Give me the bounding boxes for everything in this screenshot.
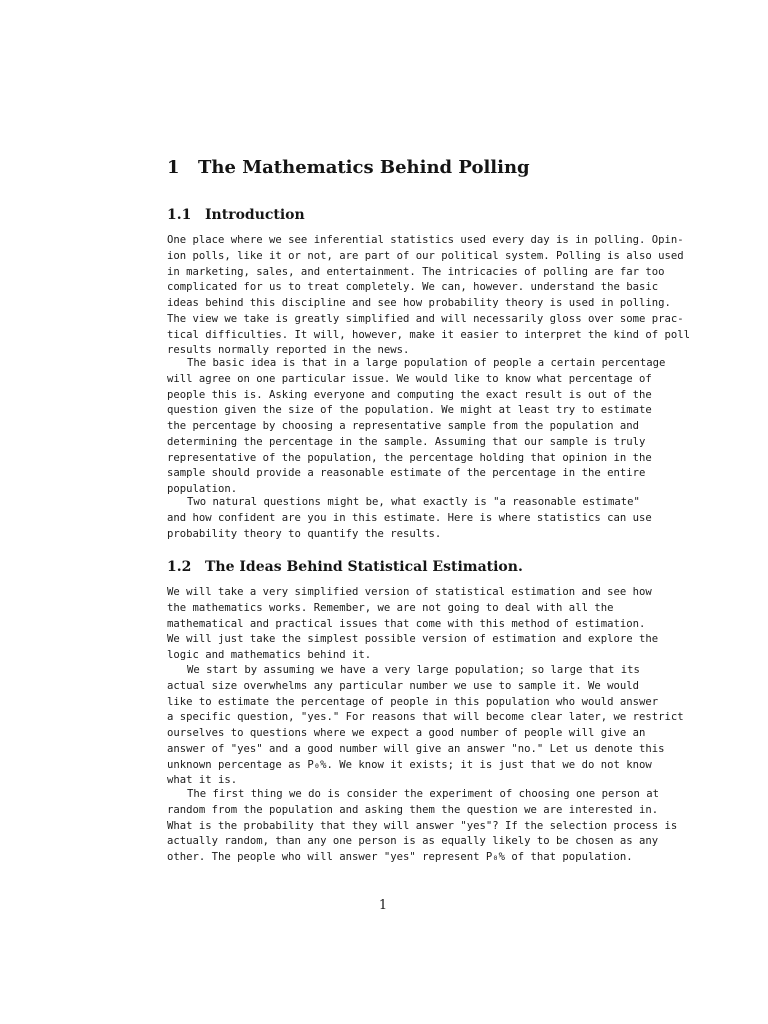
text-line: probability theory to quantify the results. bbox=[167, 527, 442, 540]
paragraph-estimation-1 bbox=[167, 585, 659, 664]
text-line: results normally reported in the news. bbox=[167, 344, 410, 357]
text-line: and how confident are you in this estimate. Here is where statistics can use bbox=[167, 511, 652, 524]
text-line: ourselves to questions where we expect a good number of people will give an bbox=[167, 727, 646, 739]
text-line: representative of the population, the percentage holding that opinion in the bbox=[167, 451, 652, 464]
text-line: Two natural questions might be, what exactly is "a reasonable estimate" bbox=[187, 496, 640, 508]
text-line: will agree on one particular issue. We would like to know what percentage of bbox=[167, 372, 652, 385]
text-line: a specific question, "yes." For reasons that will become clear later, we restrict bbox=[167, 711, 684, 724]
text-line: the percentage by choosing a representative sample from the population and bbox=[167, 420, 639, 432]
paragraph-estimation-2 bbox=[167, 663, 684, 789]
text-line: other. The people who will answer "yes" represent P₀% of that population. bbox=[167, 851, 633, 863]
subsection-heading-estimation bbox=[167, 557, 523, 577]
text-line: sample should provide a reasonable estimate of the percentage in the entire bbox=[167, 467, 646, 480]
text-line: mathematical and practical issues that come with this method of estimation. bbox=[167, 617, 646, 630]
text-line: random from the population and asking them the question we are interested in. bbox=[167, 803, 659, 816]
text-line: One place where we see inferential statistics used every day is in polling. Opin- bbox=[167, 234, 684, 246]
section-title: The Mathematics Behind Polling bbox=[198, 157, 530, 178]
text-line: determining the percentage in the sample. Assuming that our sample is truly bbox=[167, 435, 646, 448]
text-line: actual size overwhelms any particular number we use to sample it. We would bbox=[167, 679, 639, 692]
paragraph-intro-3 bbox=[167, 495, 652, 542]
text-line: logic and mathematics behind it. bbox=[167, 649, 372, 661]
subsection-number: 1.1 bbox=[167, 207, 192, 223]
text-line: actually random, than any one person is as equally likely to be chosen as any bbox=[167, 835, 659, 848]
page-number: 1 bbox=[378, 898, 388, 913]
text-line: ion polls, like it or not, are part of our political system. Polling is also used bbox=[167, 249, 684, 262]
subsection-title: The Ideas Behind Statistical Estimation. bbox=[205, 559, 523, 575]
text-line: The first thing we do is consider the experiment of choosing one person at bbox=[187, 788, 659, 800]
text-line: We will take a very simplified version of statistical estimation and see how bbox=[167, 586, 652, 598]
subsection-heading-introduction bbox=[167, 205, 305, 225]
paragraph-intro-1 bbox=[167, 233, 690, 359]
text-line: What is the probability that they will answer "yes"? If the selection process is bbox=[167, 819, 678, 832]
paragraph-estimation-3 bbox=[167, 787, 678, 866]
paragraph-intro-2 bbox=[167, 356, 666, 498]
text-line: people this is. Asking everyone and computing the exact result is out of the bbox=[167, 388, 652, 401]
text-line: population. bbox=[167, 483, 238, 495]
text-line: what it is. bbox=[167, 774, 238, 787]
text-line: We will just take the simplest possible version of estimation and explore the bbox=[167, 633, 659, 646]
text-line: tical difficulties. It will, however, make it easier to interpret the kind of poll bbox=[167, 328, 690, 341]
text-line: the mathematics works. Remember, we are not going to deal with all the bbox=[167, 601, 614, 614]
text-line: ideas behind this discipline and see how probability theory is used in polling. bbox=[167, 297, 671, 309]
subsection-number: 1.2 bbox=[167, 559, 192, 575]
text-line: We start by assuming we have a very large population; so large that its bbox=[187, 664, 640, 676]
subsection-title: Introduction bbox=[205, 207, 305, 223]
section-number: 1 bbox=[167, 157, 180, 178]
text-line: unknown percentage as P₀%. We know it exists; it is just that we do not know bbox=[167, 758, 652, 771]
text-line: like to estimate the percentage of people in this population who would answer bbox=[167, 695, 659, 708]
text-line: question given the size of the population. We might at least try to estimate bbox=[167, 404, 652, 417]
text-line: complicated for us to treat completely. We can, however. understand the basic bbox=[167, 281, 659, 294]
section-heading bbox=[167, 156, 530, 180]
text-line: in marketing, sales, and entertainment. The intricacies of polling are far too bbox=[167, 265, 665, 278]
text-line: The basic idea is that in a large population of people a certain percentage bbox=[187, 357, 666, 369]
text-line: The view we take is greatly simplified and will necessarily gloss over some prac- bbox=[167, 312, 684, 325]
text-line: answer of "yes" and a good number will give an answer "no." Let us denote this bbox=[167, 742, 665, 755]
